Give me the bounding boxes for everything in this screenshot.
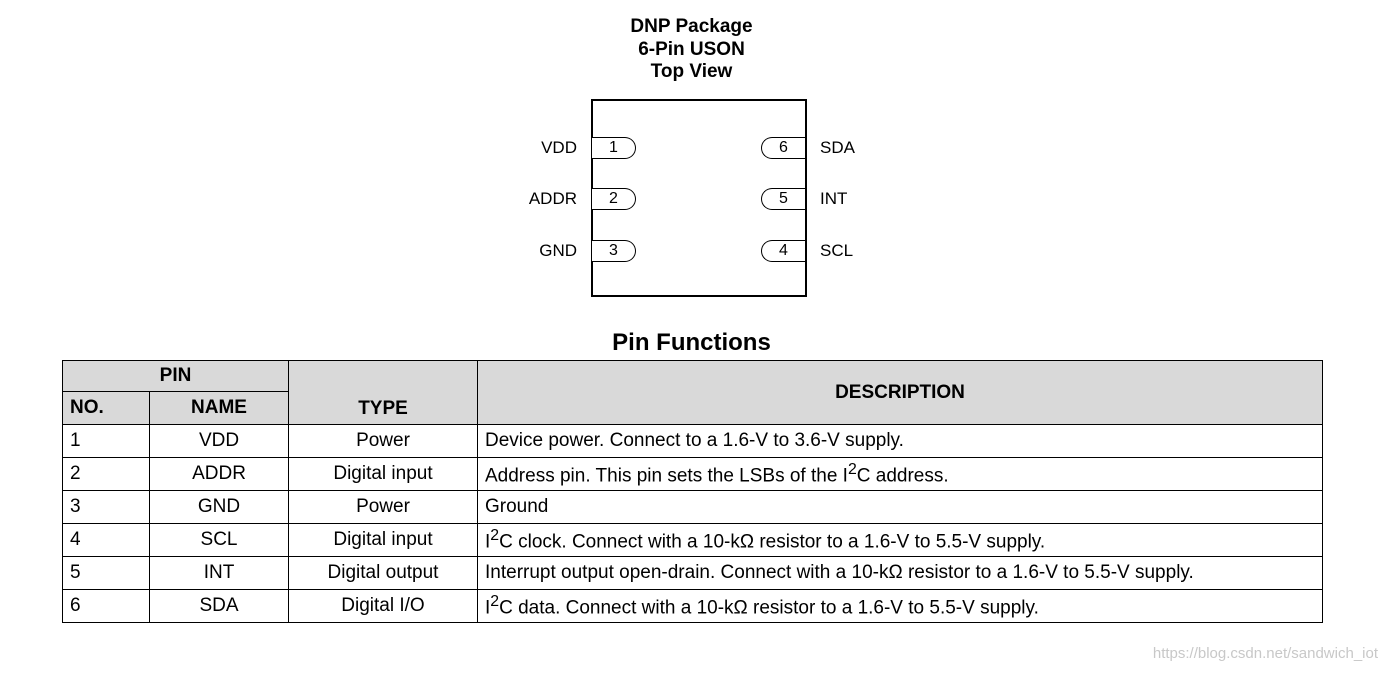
pin-pad-6: 6 [761, 137, 805, 159]
superscript: 2 [490, 592, 500, 610]
header-no: NO. [63, 392, 150, 425]
cell-no: 6 [63, 590, 150, 623]
table-row [63, 491, 1323, 524]
pin-label-gnd: GND [539, 241, 577, 260]
pin-pad-3: 3 [592, 240, 636, 262]
watermark: https://blog.csdn.net/sandwich_iot [1152, 645, 1378, 662]
cell-name: SDA [150, 590, 289, 623]
pin-pad-2: 2 [592, 188, 636, 210]
cell-no: 2 [63, 458, 150, 491]
cell-no: 3 [63, 491, 150, 524]
cell-type: Digital input [289, 524, 478, 557]
description-text: Address pin. This pin sets the LSBs of the I [485, 465, 848, 487]
pin-functions-table [62, 360, 1323, 623]
description-text: C clock. Connect with a 10-kΩ resistor to a 1.6-V to 5.5-V supply. [499, 531, 1046, 553]
package-title [0, 16, 1383, 84]
pin-label-vdd: VDD [541, 138, 577, 157]
cell-no: 5 [63, 557, 150, 590]
cell-name: GND [150, 491, 289, 524]
superscript: 2 [847, 460, 857, 478]
description-text: I [485, 531, 491, 553]
cell-no: 4 [63, 524, 150, 557]
pin-label-scl: SCL [820, 241, 854, 260]
pin-label-int: INT [820, 189, 848, 208]
header-name: NAME [150, 392, 289, 425]
pin-label-sda: SDA [820, 138, 855, 157]
cell-type: Power [289, 491, 478, 524]
pin-label-addr: ADDR [528, 189, 577, 208]
pin-pad-5: 5 [761, 188, 805, 210]
package-title-line-2: 6-Pin USON [638, 38, 745, 60]
table-row [63, 458, 1323, 491]
description-text: C address. [856, 465, 949, 487]
cell-name: SCL [150, 524, 289, 557]
package-title-line-1: DNP Package [630, 16, 753, 37]
cell-type: Digital I/O [289, 590, 478, 623]
table-row [63, 557, 1323, 590]
package-title-line-3: Top View [650, 61, 733, 82]
cell-type: Power [289, 425, 478, 458]
header-pin: PIN [63, 361, 289, 392]
cell-description: Interrupt output open-drain. Connect with a 10-kΩ resistor to a 1.6-V to 5.5-V supply. [478, 557, 1323, 590]
cell-description: Ground [478, 491, 1323, 524]
cell-description [478, 590, 1323, 623]
header-description: DESCRIPTION [478, 361, 1323, 425]
table-row [63, 425, 1323, 458]
cell-name: INT [150, 557, 289, 590]
table-title: Pin Functions [612, 329, 771, 356]
cell-type: Digital input [289, 458, 478, 491]
cell-name: VDD [150, 425, 289, 458]
pin-pad-4: 4 [761, 240, 805, 262]
cell-description [478, 524, 1323, 557]
description-text: I [485, 597, 491, 619]
superscript: 2 [490, 526, 500, 544]
cell-type: Digital output [289, 557, 478, 590]
table-row [63, 590, 1323, 623]
cell-no: 1 [63, 425, 150, 458]
cell-name: ADDR [150, 458, 289, 491]
table-row [63, 524, 1323, 557]
cell-description [478, 458, 1323, 491]
cell-description: Device power. Connect to a 1.6-V to 3.6-V supply. [478, 425, 1323, 458]
pin-pad-1: 1 [592, 137, 636, 159]
header-type: TYPE [289, 361, 478, 425]
description-text: C data. Connect with a 10-kΩ resistor to a 1.6-V to 5.5-V supply. [499, 597, 1039, 619]
